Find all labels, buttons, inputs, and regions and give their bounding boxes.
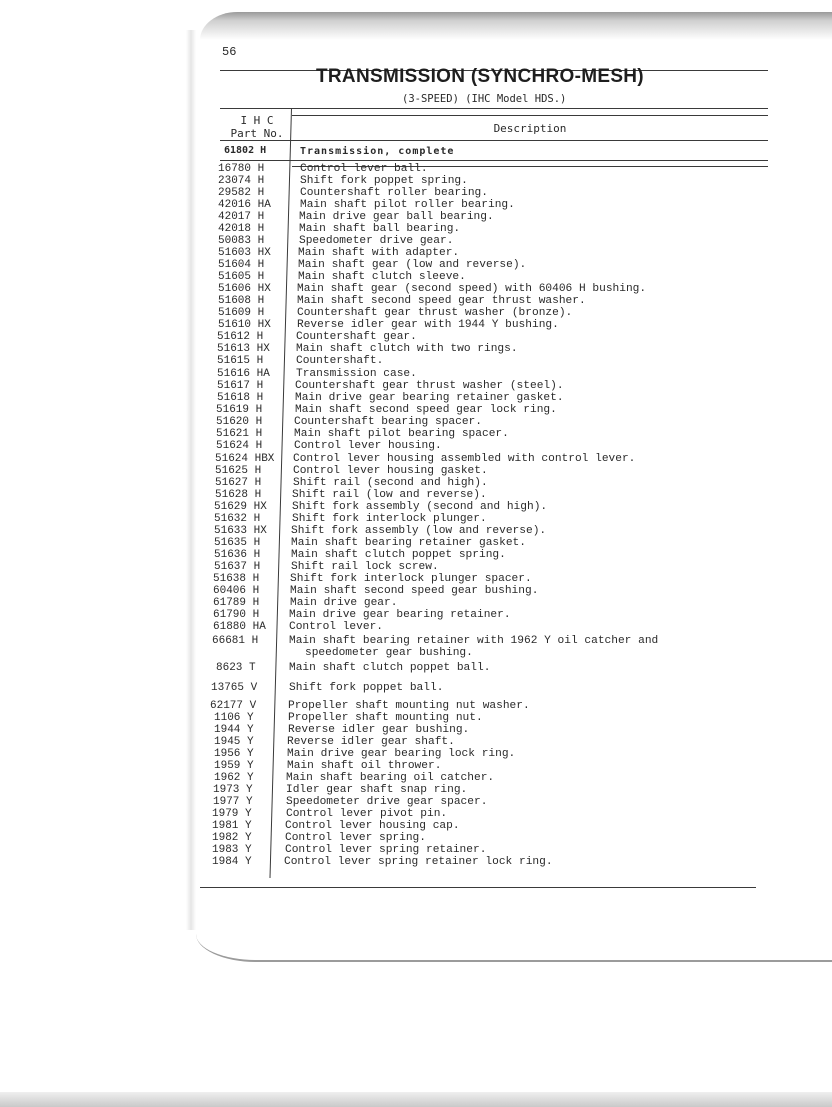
part-number-cell: 62177 V (210, 700, 257, 712)
description-cell: Main shaft bearing retainer with 1962 Y oil catcher and (289, 635, 659, 647)
part-number-cell: 51638 H (213, 573, 260, 585)
description-cell: Shift fork interlock plunger. (292, 513, 487, 525)
page-subtitle: (3-SPEED) (IHC Model HDS.) (402, 93, 567, 105)
description-cell: Main shaft clutch poppet ball. (289, 662, 491, 674)
part-number-cell: 42016 HA (218, 199, 271, 211)
part-number-cell: 29582 H (218, 187, 265, 199)
description-cell: Control lever ball. (300, 163, 428, 175)
part-number-cell: 51616 HA (217, 368, 270, 380)
part-number-cell: 51632 H (214, 513, 261, 525)
part-number-cell: 51618 H (217, 392, 264, 404)
description-cell: Idler gear shaft snap ring. (286, 784, 468, 796)
part-number-cell: 51624 H (216, 440, 263, 452)
header-rule-bottom (220, 140, 768, 141)
part-number-cell: 1956 Y (214, 748, 254, 760)
description-cell: Shift rail (low and reverse). (292, 489, 487, 501)
description-cell: Main shaft clutch with two rings. (296, 343, 518, 355)
part-number-cell: 51617 H (217, 380, 264, 392)
part-number-cell: 51620 H (216, 416, 263, 428)
description-cell: Control lever housing. (294, 440, 442, 452)
scan-bottom-strip (0, 1092, 832, 1107)
part-number-header-line1: I H C (240, 114, 274, 127)
part-number-cell: 1106 Y (214, 712, 254, 724)
description-cell: Main shaft pilot roller bearing. (300, 199, 515, 211)
description-cell: Main shaft gear (low and reverse). (298, 259, 527, 271)
description-cell: Shift rail (second and high). (293, 477, 488, 489)
part-number-cell: 51612 H (217, 331, 264, 343)
header-rule-top (220, 108, 768, 109)
part-number-cell: 51627 H (215, 477, 262, 489)
description-cell: Main shaft clutch poppet spring. (291, 549, 506, 561)
part-number-cell: 8623 T (216, 662, 256, 674)
part-number-cell: 51625 H (215, 465, 262, 477)
part-number-cell: 1945 Y (214, 736, 254, 748)
complete-part-number: 61802 H (224, 145, 267, 156)
page-number: 56 (222, 45, 237, 59)
part-number-cell: 51613 HX (217, 343, 270, 355)
part-number-cell: 1944 Y (214, 724, 254, 736)
description-cell: Main drive gear ball bearing. (299, 211, 494, 223)
part-number-cell: 51621 H (216, 428, 263, 440)
description-cell: Main shaft second speed gear bushing. (290, 585, 539, 597)
part-number-cell: 1983 Y (212, 844, 252, 856)
part-number-cell: 51609 H (218, 307, 265, 319)
page-title: TRANSMISSION (SYNCHRO-MESH) (316, 66, 644, 87)
description-cell: Main shaft bearing retainer gasket. (291, 537, 526, 549)
description-cell: Speedometer drive gear. (299, 235, 454, 247)
header-rule-top-2 (292, 115, 768, 116)
part-number-cell: 1982 Y (212, 832, 252, 844)
part-number-header (224, 114, 290, 140)
part-number-cell: 51633 HX (214, 525, 267, 537)
description-cell: Shift fork assembly (second and high). (292, 501, 548, 513)
description-cell: Propeller shaft mounting nut. (288, 712, 483, 724)
part-number-cell: 51615 H (217, 355, 264, 367)
part-number-cell: 1962 Y (214, 772, 254, 784)
part-number-cell: 51619 H (216, 404, 263, 416)
part-number-cell: 1959 Y (214, 760, 254, 772)
description-cell: Reverse idler gear with 1944 Y bushing. (297, 319, 559, 331)
part-number-header-line2: Part No. (230, 127, 284, 140)
complete-row-rule (220, 160, 768, 161)
description-cell: Main shaft ball bearing. (299, 223, 461, 235)
description-cell: Main shaft oil thrower. (287, 760, 442, 772)
part-number-cell: 60406 H (213, 585, 260, 597)
description-cell: Shift rail lock screw. (291, 561, 439, 573)
description-cell: Control lever spring retainer lock ring. (284, 856, 553, 868)
description-header: Description (493, 122, 567, 135)
description-cell: Main shaft gear (second speed) with 60406 H bushing. (297, 283, 647, 295)
part-number-cell: 13765 V (211, 682, 258, 694)
part-number-cell: 1981 Y (212, 820, 252, 832)
description-cell: Speedometer drive gear spacer. (286, 796, 488, 808)
part-number-cell: 51606 HX (218, 283, 271, 295)
description-cell: Countershaft gear. (296, 331, 417, 343)
description-cell: Main drive gear. (290, 597, 398, 609)
part-number-cell: 51604 H (218, 259, 265, 271)
description-cell: Countershaft bearing spacer. (294, 416, 482, 428)
description-cell: Control lever pivot pin. (286, 808, 448, 820)
description-cell: Countershaft. (296, 355, 384, 367)
description-cell: Countershaft roller bearing. (300, 187, 488, 199)
description-cell: Main shaft clutch sleeve. (298, 271, 466, 283)
description-cell: Shift fork assembly (low and reverse). (291, 525, 547, 537)
description-cell: Main shaft with adapter. (298, 247, 460, 259)
page-bottom-edge (196, 930, 832, 962)
complete-description: Transmission, complete (300, 146, 455, 157)
part-number-cell: 50083 H (218, 235, 265, 247)
part-number-cell: 61789 H (213, 597, 260, 609)
part-number-cell: 61880 HA (213, 621, 266, 633)
description-cell: Transmission case. (296, 368, 417, 380)
part-number-cell: 51605 H (218, 271, 265, 283)
description-cell: Countershaft gear thrust washer (steel). (295, 380, 564, 392)
part-number-cell: 1979 Y (212, 808, 252, 820)
part-number-cell: 16780 H (218, 163, 265, 175)
description-cell: Control lever. (289, 621, 383, 633)
part-number-cell: 42017 H (218, 211, 265, 223)
description-cell: Main shaft second speed gear lock ring. (295, 404, 557, 416)
part-number-cell: 51628 H (215, 489, 262, 501)
description-cell: Shift fork poppet ball. (289, 682, 444, 694)
description-cell: Main shaft pilot bearing spacer. (294, 428, 509, 440)
part-number-cell: 51603 HX (218, 247, 271, 259)
part-number-cell: 51608 H (218, 295, 265, 307)
description-cell: Countershaft gear thrust washer (bronze). (297, 307, 573, 319)
bottom-rule (200, 887, 756, 888)
description-cell: Main drive gear bearing lock ring. (287, 748, 516, 760)
description-cell-continued: speedometer gear bushing. (305, 647, 473, 659)
description-cell: Control lever housing cap. (285, 820, 460, 832)
description-cell: Control lever spring retainer. (285, 844, 487, 856)
description-cell: Control lever housing gasket. (293, 465, 488, 477)
part-number-cell: 51636 H (214, 549, 261, 561)
part-number-cell: 42018 H (218, 223, 265, 235)
description-cell: Control lever housing assembled with control lever. (293, 453, 636, 465)
part-number-cell: 51629 HX (214, 501, 267, 513)
part-number-cell: 51610 HX (218, 319, 271, 331)
description-cell: Main drive gear bearing retainer gasket. (295, 392, 564, 404)
page-binding-shadow (186, 30, 196, 930)
description-cell: Main drive gear bearing retainer. (289, 609, 511, 621)
description-cell: Reverse idler gear shaft. (287, 736, 455, 748)
part-number-cell: 1973 Y (213, 784, 253, 796)
part-number-cell: 51624 HBX (215, 453, 275, 465)
description-cell: Shift fork interlock plunger spacer. (290, 573, 532, 585)
part-number-cell: 61790 H (213, 609, 260, 621)
description-cell: Main shaft bearing oil catcher. (286, 772, 495, 784)
description-cell: Control lever spring. (285, 832, 426, 844)
part-number-cell: 1984 Y (212, 856, 252, 868)
description-cell: Reverse idler gear bushing. (288, 724, 470, 736)
part-number-cell: 66681 H (212, 635, 259, 647)
part-number-cell: 23074 H (218, 175, 265, 187)
description-cell: Propeller shaft mounting nut washer. (288, 700, 530, 712)
part-number-cell: 51637 H (214, 561, 261, 573)
description-cell: Main shaft second speed gear thrust washer. (297, 295, 586, 307)
page-edge-shadow (200, 12, 832, 40)
part-number-cell: 1977 Y (213, 796, 253, 808)
part-number-cell: 51635 H (214, 537, 261, 549)
description-cell: Shift fork poppet spring. (300, 175, 468, 187)
